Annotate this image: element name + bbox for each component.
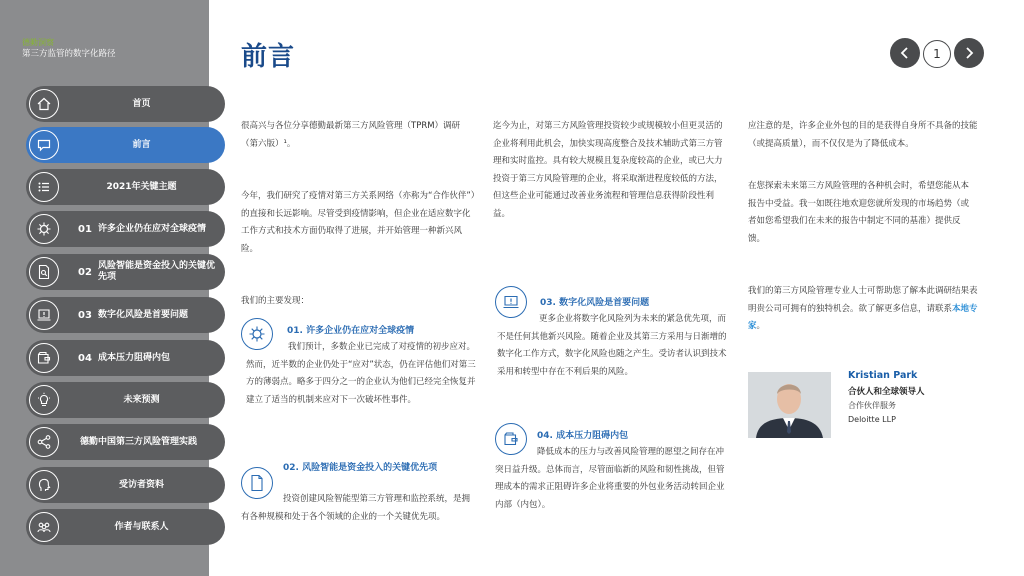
nav-label: 首页: [132, 98, 151, 109]
section-02-body: 投资创建风险智能型第三方管理和监控系统，是拥有各种规模和处于各个领域的企业的一个关键优先项。: [241, 494, 471, 522]
document-search-icon: [29, 257, 59, 287]
head-icon: [29, 470, 59, 500]
contact-department: 合作伙伴服务: [848, 401, 896, 410]
feedback-paragraph: 在您探索未来第三方风险管理的各种机会时，希望您能从本报告中受益。我一如既往地欢迎您就所发现的市场趋势（或者如您希望我们在未来的报告中制定不同的基准）提供反馈。: [748, 181, 970, 244]
nav-item-01[interactable]: [26, 211, 225, 247]
nav-label: 德勤中国第三方风险管理实践: [79, 436, 197, 447]
next-page-button[interactable]: [954, 38, 984, 68]
section-02-title: 02. 风险智能是资金投入的关键优先项: [283, 463, 438, 473]
nav-item-authors[interactable]: [26, 509, 225, 545]
nav-item-forecast[interactable]: [26, 382, 225, 418]
contact-role: 合伙人和全球领导人: [848, 387, 925, 397]
home-icon: [29, 89, 59, 119]
nav-item-04[interactable]: [26, 340, 225, 376]
brand-label: 德勤洞察: [22, 38, 54, 47]
nav-label: 数字化风险是首要问题: [98, 309, 189, 320]
investment-paragraph: 迄今为止，对第三方风险管理投资较少或规模较小但更灵活的企业将利用此机会，加快实现高度整合及技术辅助式第三方管理和实时监控。具有较大规模且复杂度较高的企业，或已大力投资于第三方风险管理的企业，将采取渐进程度较低的方法，但这些企业可能通过改善业务流程和管理信息获得阶段性利益。: [493, 121, 723, 219]
chat-icon: [29, 130, 59, 160]
contact-text-end: 。: [756, 321, 766, 331]
share-icon: [29, 427, 59, 457]
page-number: 1: [923, 40, 951, 68]
section-04-title: 04. 成本压力阻碍内包: [537, 431, 629, 441]
previous-page-button[interactable]: [890, 38, 920, 68]
nav-label: 未来预测: [123, 394, 160, 405]
nav-label: 作者与联系人: [114, 521, 169, 532]
chevron-right-icon: [962, 46, 976, 60]
nav-item-preface[interactable]: [26, 127, 225, 163]
nav-item-home[interactable]: [26, 86, 225, 122]
nav-item-key-themes[interactable]: [26, 169, 225, 205]
nav-item-practice[interactable]: [26, 424, 225, 460]
page-title: 前言: [241, 42, 296, 72]
report-subtitle: 第三方监管的数字化路径: [22, 49, 116, 59]
research-paragraph: 今年，我们研究了疫情对第三方关系网络（亦称为“合作伙伴”）的直接和长远影响。尽管受到疫情影响，但企业在适应数字化工作方式和技术方面仍取得了进展，并开始管理一种新兴风险。: [241, 191, 476, 254]
findings-intro: 我们的主要发现：: [241, 296, 310, 306]
section-01-body: 我们预计，多数企业已完成了对疫情的初步应对。然而，近半数的企业仍处于“应对”状态，仍在评估他们对第三方的薄弱点。略多于四分之一的企业认为他们已经完全恢复并建立了适当的机制来应对下一次破坏性事件。: [246, 342, 476, 405]
people-icon: [29, 512, 59, 542]
nav-label: 受访者资料: [118, 479, 164, 490]
section-03-body: 更多企业将数字化风险列为未来的紧急优先项，而不是任何其他新兴风险。随着企业及其第三方采用与日渐增的数字化工作方式，数字化风险也随之产生。受访者认识到技术采用和转型中存在不利后果的风险。: [497, 314, 727, 377]
contact-paragraph: [748, 283, 983, 336]
chevron-left-icon: [898, 46, 912, 60]
section-03-title: 03. 数字化风险是首要问题: [540, 298, 650, 308]
contact-photo: [748, 372, 831, 438]
contact-text: 我们的第三方风险管理专业人士可帮助您了解本此调研结果表明贵公司可拥有的独特机会。欲了解更多信息，请联系: [748, 286, 978, 314]
nav-number: 02: [78, 266, 92, 278]
nav-label: 2021年关键主题: [106, 181, 177, 192]
nav-label: 前言: [132, 139, 151, 150]
contact-name: Kristian Park: [848, 370, 918, 381]
nav-label: 许多企业仍在应对全球疫情: [98, 223, 207, 234]
laptop-alert-icon: [29, 300, 59, 330]
nav-item-03[interactable]: [26, 297, 225, 333]
sidebar: [0, 0, 216, 576]
intro-paragraph: 很高兴与各位分享德勤最新第三方风险管理（TPRM）调研（第六版）¹。: [241, 121, 461, 149]
contact-company: Deloitte LLP: [848, 415, 896, 424]
local-expert-link[interactable]: 本地专家: [748, 303, 978, 331]
section-04-body: 降低成本的压力与改善风险管理的愿望之间存在冲突日益升级。总体而言，尽管面临新的风险和韧性挑战，但管理成本的需求正阻碍许多企业将重要的外包业务活动转回企业内部（内包）。: [495, 447, 725, 510]
nav-label: 成本压力阻碍内包: [98, 352, 171, 363]
nav-number: 01: [78, 223, 92, 235]
nav-number: 04: [78, 352, 92, 364]
nav-item-02[interactable]: [26, 254, 225, 290]
wallet-icon: [29, 343, 59, 373]
outsourcing-paragraph: 应注意的是，许多企业外包的目的是获得自身所不具备的技能（或提高质量），而不仅仅是为了降低成本。: [748, 121, 978, 149]
nav-number: 03: [78, 309, 92, 321]
virus-icon: [29, 214, 59, 244]
nav-label: 风险智能是资金投入的关键优先项: [98, 261, 216, 282]
list-icon: [29, 172, 59, 202]
section-01-title: 01. 许多企业仍在应对全球疫情: [287, 326, 415, 336]
lightbulb-icon: [29, 385, 59, 415]
nav-item-respondents[interactable]: [26, 467, 225, 503]
